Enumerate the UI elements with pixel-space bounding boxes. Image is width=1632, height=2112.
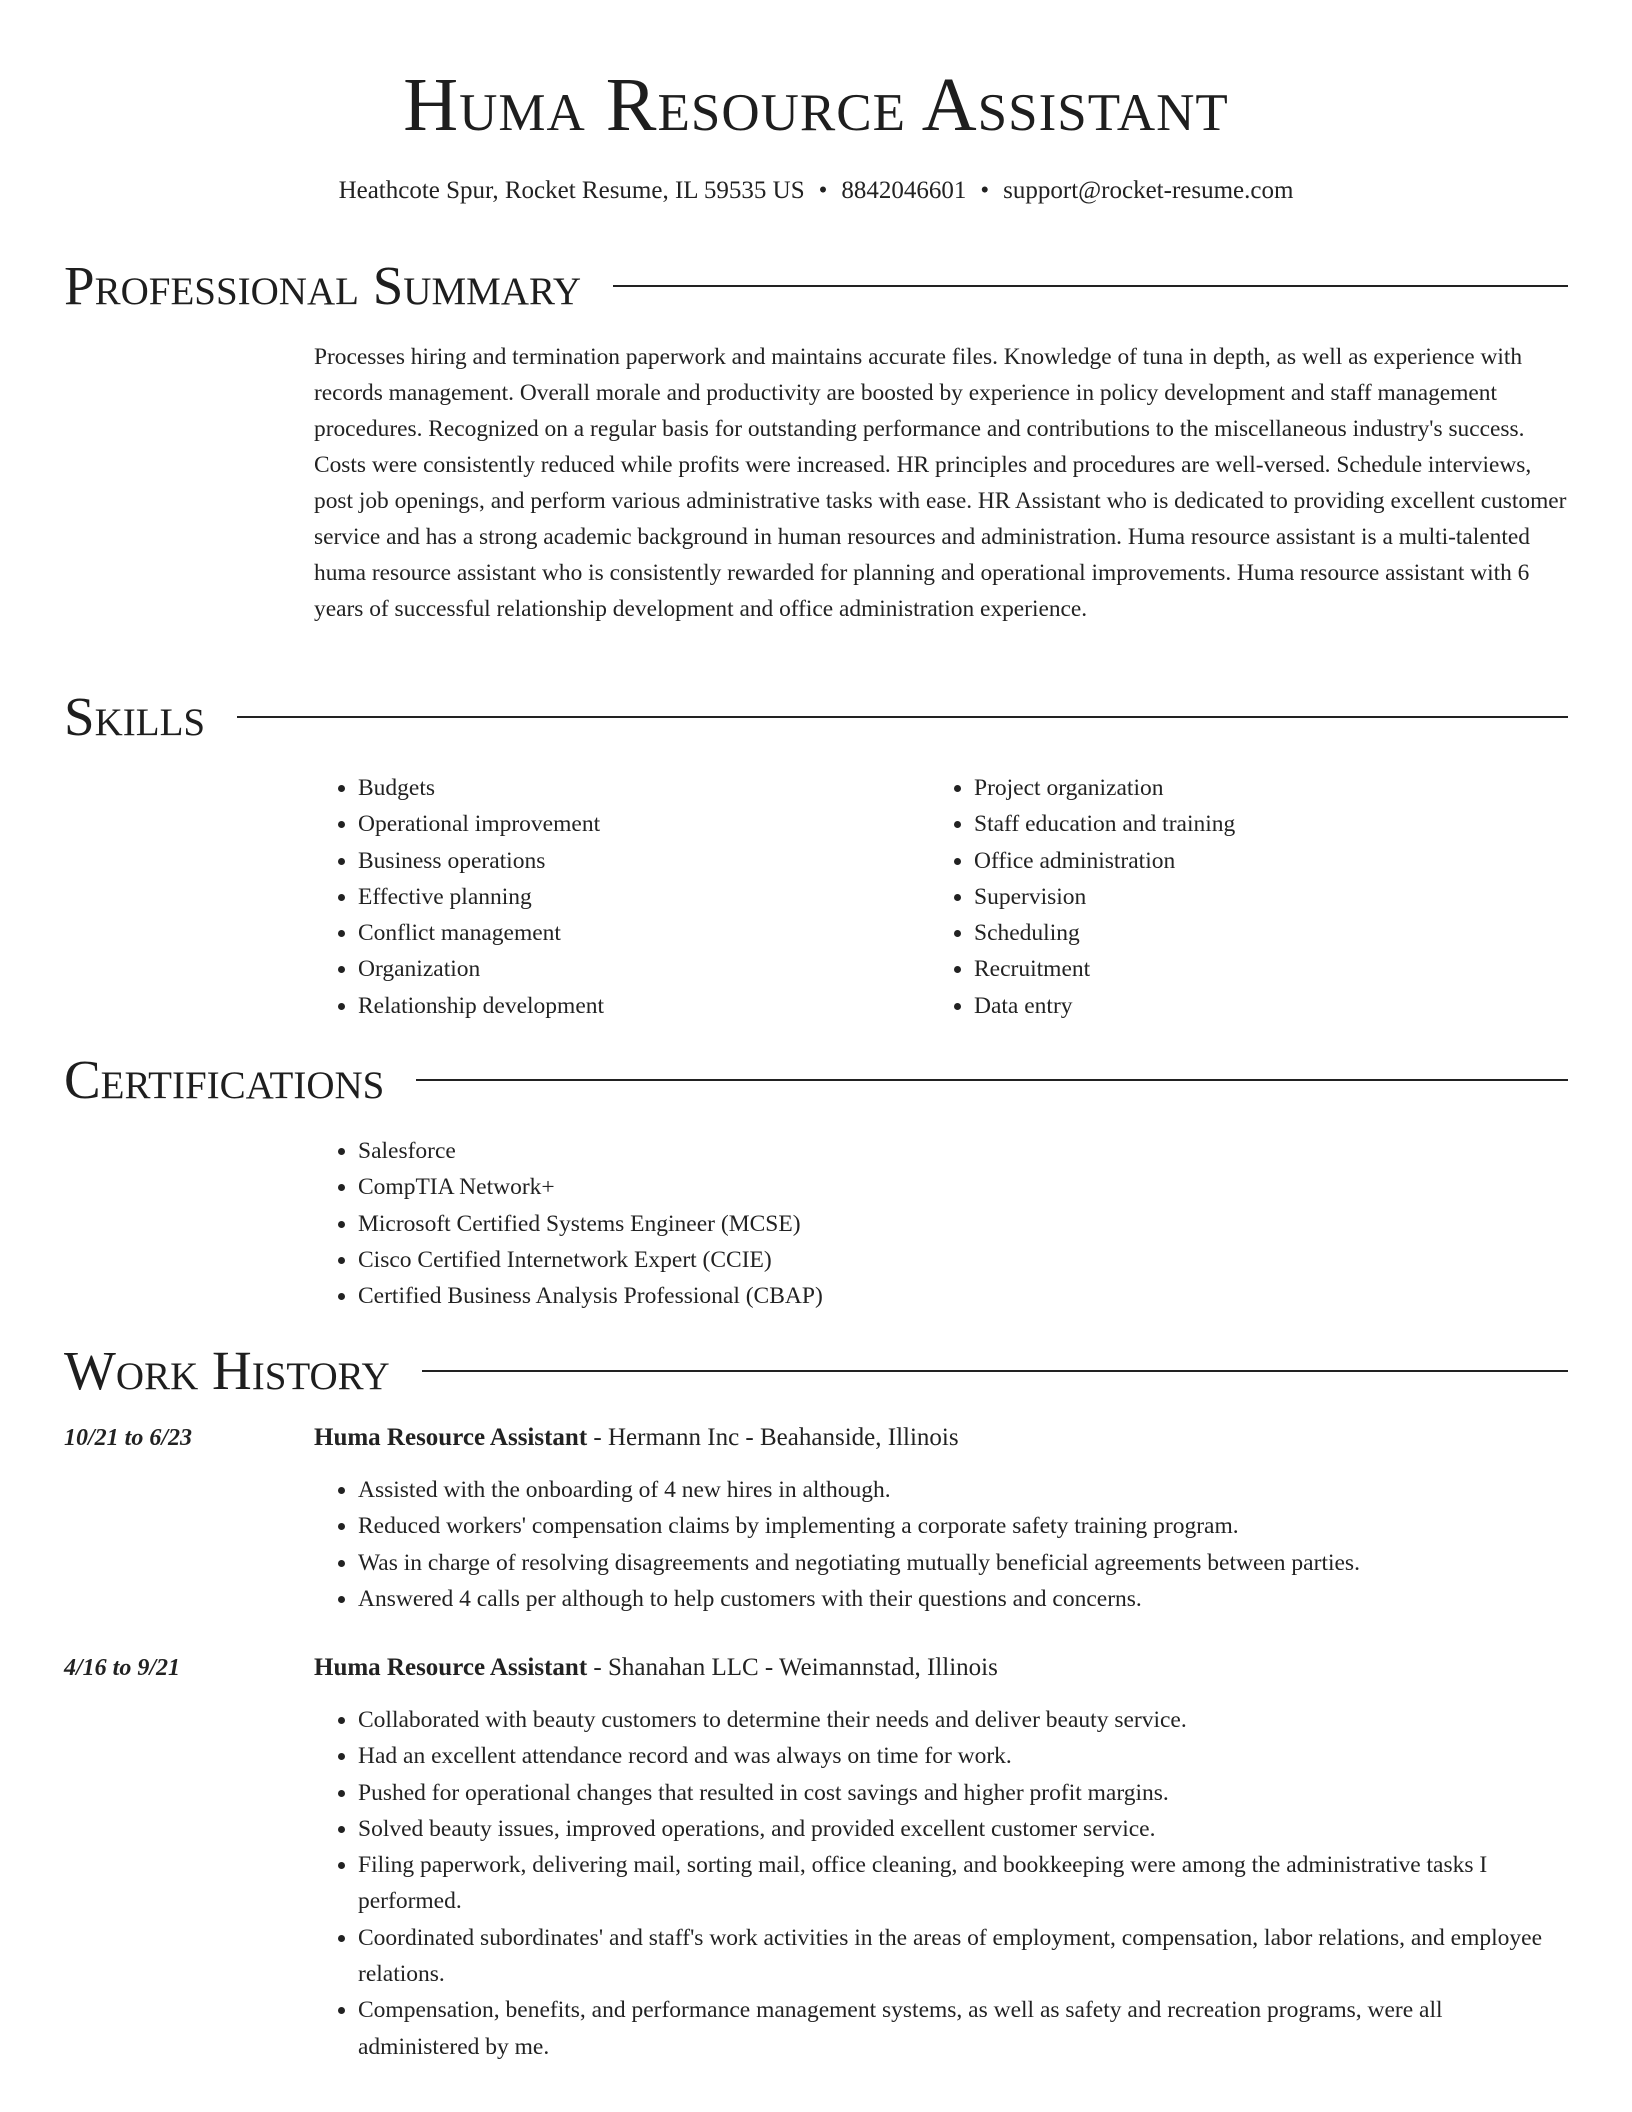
certification-item: • Microsoft Certified Systems Engineer (MCSE) <box>358 1206 1568 1242</box>
skill-item: • Business operations <box>358 843 914 879</box>
contact-line <box>0 174 1632 208</box>
candidate-name: Huma Resource Assistant <box>403 63 1229 147</box>
skills-column-right <box>930 770 1530 1024</box>
skill-item: • Budgets <box>358 770 914 806</box>
job-bullets <box>314 1702 1568 2065</box>
contact-separator: • <box>980 177 990 204</box>
skill-item: • Recruitment <box>974 951 1530 987</box>
skill-item: • Data entry <box>974 988 1530 1024</box>
contact-email: support@rocket-resume.com <box>1003 177 1294 204</box>
skills-section-header <box>64 687 1568 747</box>
certification-item: • Certified Business Analysis Professional (CBAP) <box>358 1278 1568 1314</box>
job-bullet: • Reduced workers' compensation claims by implementing a corporate safety training program. <box>358 1508 1568 1544</box>
certification-item: • CompTIA Network+ <box>358 1169 1568 1205</box>
job-title-line <box>314 1650 998 1686</box>
skill-item: • Operational improvement <box>358 806 914 842</box>
summary-text: Processes hiring and termination paperwork and maintains accurate files. Knowledge of tuna in depth, as well as experience with records management. Overall morale and productivity are boosted by experience in policy development and staff management procedures. Recognized on a regular basis for outstanding performance and contributions to the miscellaneous industry's success. Costs were consistently reduced while profits were increased. HR principles and procedures are well-versed. Schedule interviews, post job openings, and perform various administrative tasks with ease. HR Assistant who is dedicated to providing excellent customer service and has a strong academic background in human resources and administration. Huma resource assistant is a multi-talented huma resource assistant who is consistently rewarded for planning and operational improvements. Huma resource assistant with 6 years of successful relationship development and office administration experience. <box>314 344 1567 622</box>
job-bullet: • Had an excellent attendance record and was always on time for work. <box>358 1738 1568 1774</box>
summary-section-title: Professional Summary <box>64 255 582 316</box>
section-divider <box>613 285 1568 287</box>
skill-item: • Staff education and training <box>974 806 1530 842</box>
certifications-section-header <box>64 1050 1568 1110</box>
certification-item: • Cisco Certified Internetwork Expert (CCIE) <box>358 1242 1568 1278</box>
job-dates: 4/16 to 9/21 <box>64 1655 181 1681</box>
skills-column-left <box>314 770 914 1024</box>
skill-item: • Organization <box>358 951 914 987</box>
job-bullet: • Pushed for operational changes that resulted in cost savings and higher profit margins. <box>358 1775 1568 1811</box>
section-divider <box>237 716 1568 718</box>
contact-separator: • <box>818 177 828 204</box>
summary-section-header <box>64 256 1568 316</box>
job-role: Huma Resource Assistant <box>314 1424 588 1451</box>
section-divider <box>422 1370 1568 1372</box>
skill-item: • Effective planning <box>358 879 914 915</box>
job-title-line <box>314 1420 959 1456</box>
work-history-section-title: Work History <box>64 1340 390 1401</box>
job-bullet: • Compensation, benefits, and performance management systems, as well as safety and recreation programs, were all administered by me. <box>358 1992 1568 2065</box>
job-bullet: • Coordinated subordinates' and staff's work activities in the areas of employment, compensation, labor relations, and employee relations. <box>358 1920 1568 1993</box>
job-role: Huma Resource Assistant <box>314 1654 588 1681</box>
job-bullets <box>314 1472 1568 1617</box>
skill-item: • Relationship development <box>358 988 914 1024</box>
contact-address: Heathcote Spur, Rocket Resume, IL 59535 US <box>338 177 805 204</box>
skill-item: • Conflict management <box>358 915 914 951</box>
skill-item: • Supervision <box>974 879 1530 915</box>
job-bullet: • Answered 4 calls per although to help customers with their questions and concerns. <box>358 1581 1568 1617</box>
certifications-section-title: Certifications <box>64 1049 385 1110</box>
section-divider <box>416 1079 1568 1081</box>
contact-phone: 8842046601 <box>841 177 967 204</box>
job-bullet: • Filing paperwork, delivering mail, sorting mail, office cleaning, and bookkeeping were among the administrative tasks I performed. <box>358 1847 1568 1920</box>
work-history-section-header <box>64 1341 1568 1401</box>
skill-item: • Scheduling <box>974 915 1530 951</box>
job-dates: 10/21 to 6/23 <box>64 1425 193 1451</box>
job-details: - Hermann Inc - Beahanside, Illinois <box>587 1424 959 1451</box>
skills-section-title: Skills <box>64 686 206 747</box>
skill-item: • Project organization <box>974 770 1530 806</box>
job-bullet: • Solved beauty issues, improved operations, and provided excellent customer service. <box>358 1811 1568 1847</box>
job-bullet: • Collaborated with beauty customers to determine their needs and deliver beauty service. <box>358 1702 1568 1738</box>
certification-item: • Salesforce <box>358 1133 1568 1169</box>
job-details: - Shanahan LLC - Weimannstad, Illinois <box>587 1654 998 1681</box>
job-bullet: • Was in charge of resolving disagreements and negotiating mutually beneficial agreements between parties. <box>358 1545 1568 1581</box>
certifications-list <box>314 1133 1568 1314</box>
skill-item: • Office administration <box>974 843 1530 879</box>
job-bullet: • Assisted with the onboarding of 4 new hires in although. <box>358 1472 1568 1508</box>
